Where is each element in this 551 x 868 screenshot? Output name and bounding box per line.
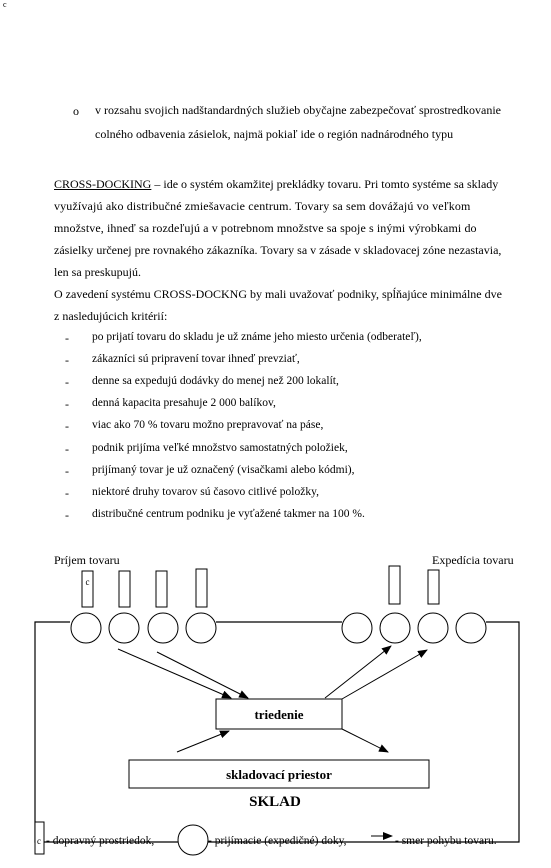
list-dash-marker: - bbox=[65, 353, 69, 367]
bullet-marker: o bbox=[73, 104, 79, 118]
flow-arrow bbox=[177, 731, 229, 752]
shipping-label: Expedícia tovaru bbox=[432, 553, 514, 567]
receiving-vehicle bbox=[196, 569, 207, 607]
criteria-item: zákazníci sú pripravení tovar ihneď prevziať, bbox=[92, 353, 300, 365]
list-dash-marker: - bbox=[65, 442, 69, 456]
receiving-vehicle bbox=[156, 571, 167, 607]
criteria-item: podnik prijíma veľké množstvo samostatných položiek, bbox=[92, 442, 348, 454]
legend-vehicle-mark: c bbox=[37, 836, 41, 846]
shipping-vehicle bbox=[428, 570, 439, 604]
shipping-dock bbox=[342, 613, 372, 643]
shipping-dock bbox=[380, 613, 410, 643]
flow-arrow bbox=[342, 729, 388, 752]
flow-arrow bbox=[118, 649, 231, 698]
criteria-item: po prijatí tovaru do skladu je už známe jeho miesto určenia (odberateľ), bbox=[92, 331, 422, 343]
flow-arrow bbox=[157, 652, 248, 698]
storage-label: skladovací priestor bbox=[226, 767, 332, 782]
criteria-item: denne sa expedujú dodávky do menej než 200 lokalít, bbox=[92, 375, 339, 387]
warehouse-label: SKLAD bbox=[249, 794, 301, 810]
shipping-dock bbox=[418, 613, 448, 643]
crossdock-line-4: zásielky určenej pre rovnakého zákazníka. Tovary sa v zásade v skladovacej zóne nezastavia, bbox=[54, 243, 502, 257]
receiving-dock bbox=[148, 613, 178, 643]
receiving-vehicle bbox=[119, 571, 130, 607]
list-dash-marker: - bbox=[65, 464, 69, 478]
crossdock-line-5: len sa preskupujú. bbox=[54, 265, 141, 279]
intro-line-1: O zavedení systému CROSS-DOCKNG by mali uvažovať podniky, spĺňajúce minimálne dve bbox=[54, 287, 502, 301]
legend-vehicle-text: - dopravný prostriedok, bbox=[46, 835, 155, 847]
shipping-vehicle bbox=[389, 566, 400, 604]
crossdock-line-2: využívajú ako distribučné zmiešavacie centrum. Tovary sa sem dovážajú vo veľkom bbox=[54, 199, 471, 213]
list-dash-marker: - bbox=[65, 375, 69, 389]
criteria-item: prijímaný tovar je už označený (visačkami alebo kódmi), bbox=[92, 464, 355, 476]
bullet-text-line-2: colného odbavenia zásielok, najmä pokiaľ ide o región nadnárodného typu bbox=[95, 127, 454, 141]
page-corner-mark: c bbox=[3, 0, 7, 9]
legend-dock-text: - prijímacie (expedičné) doky, bbox=[208, 835, 347, 847]
criteria-item: denná kapacita presahuje 2 000 balíkov, bbox=[92, 397, 276, 409]
crossdock-term: CROSS-DOCKING bbox=[54, 177, 152, 191]
legend-dock-icon bbox=[178, 825, 208, 855]
shipping-dock bbox=[456, 613, 486, 643]
legend-arrow-text: - smer pohybu tovaru. bbox=[395, 835, 497, 847]
bullet-text-line-1: v rozsahu svojich nadštandardných služieb obyčajne zabezpečovať sprostredkovanie bbox=[95, 103, 501, 117]
receiving-dock bbox=[71, 613, 101, 643]
criteria-item: niektoré druhy tovarov sú časovo citlivé položky, bbox=[92, 486, 319, 498]
list-dash-marker: - bbox=[65, 419, 69, 433]
list-dash-marker: - bbox=[65, 508, 69, 522]
list-dash-marker: - bbox=[65, 331, 69, 345]
crossdock-definition: – ide o systém okamžitej prekládky tovaru. Pri tomto systéme sa sklady bbox=[151, 177, 499, 191]
criteria-item: distribučné centrum podniku je vyťažené takmer na 100 %. bbox=[92, 508, 365, 520]
crossdock-line-3: množstve, ihneď sa rozdeľujú a v potrebnom množstve sa spoje s inými výrobkami do bbox=[54, 221, 477, 235]
criteria-item: viac ako 70 % tovaru možno prepravovať na páse, bbox=[92, 419, 324, 431]
receiving-dock bbox=[109, 613, 139, 643]
sorting-label: triedenie bbox=[254, 707, 304, 722]
list-dash-marker: - bbox=[65, 486, 69, 500]
receiving-dock bbox=[186, 613, 216, 643]
intro-line-2: z nasledujúcich kritérií: bbox=[54, 309, 168, 323]
list-dash-marker: - bbox=[65, 397, 69, 411]
vehicle-mark: c bbox=[85, 577, 90, 587]
receiving-label: Príjem tovaru bbox=[54, 553, 120, 567]
